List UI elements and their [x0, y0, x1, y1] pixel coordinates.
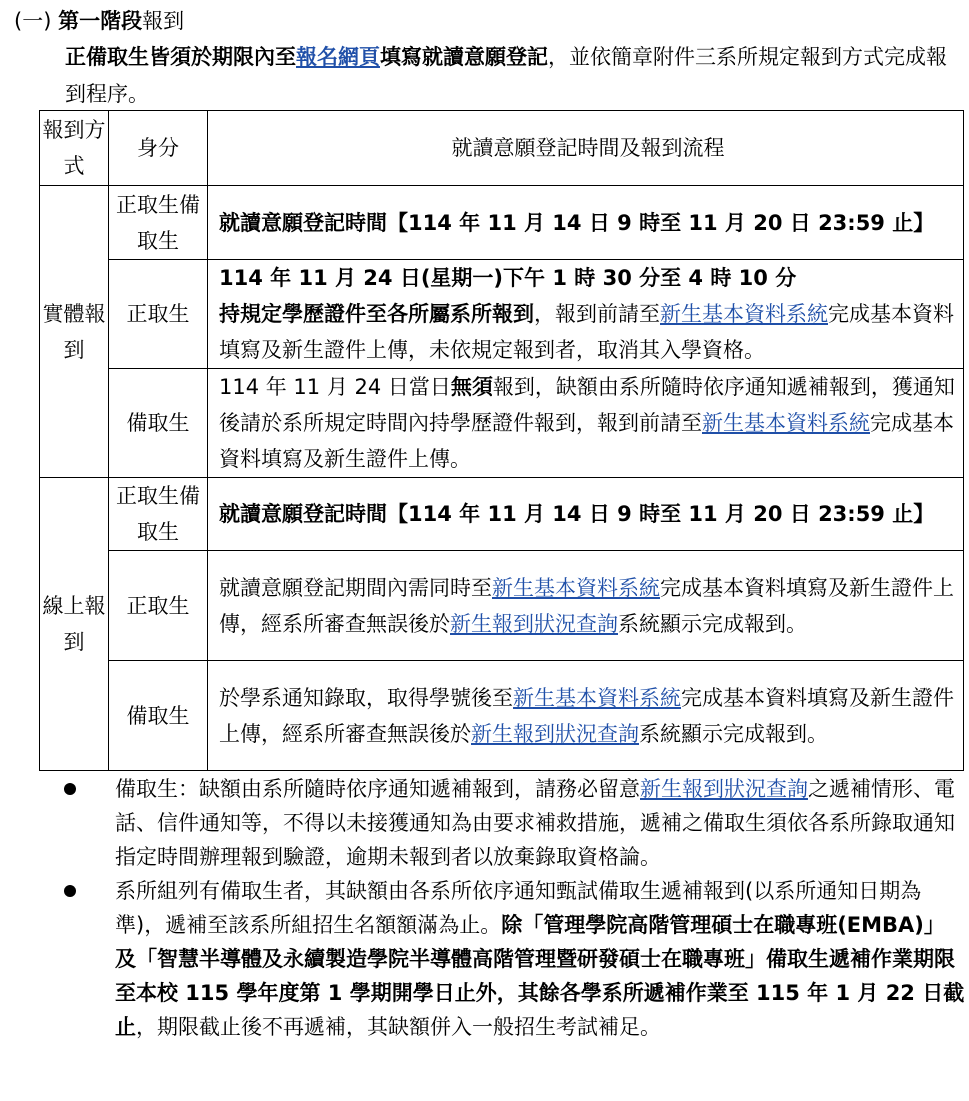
heading-rest: 報到 [142, 9, 185, 33]
student-data-system-link[interactable]: 新生基本資料系統 [702, 411, 870, 435]
bullet-icon [64, 783, 76, 795]
header-process: 就讀意願登記時間及報到流程 [208, 111, 964, 186]
process-cell: 114 年 11 月 24 日當日無須報到，缺額由系所隨時依序通知遞補報到，獲通知後請於系所規定時間內持學歷證件報到，報到前請至新生基本資料系統完成基本資料填寫及新生證件上傳。 [208, 369, 964, 478]
registration-page-link[interactable]: 報名網頁 [296, 45, 380, 69]
bullet-icon [64, 885, 76, 897]
notes-list [60, 772, 965, 1044]
registration-status-link[interactable]: 新生報到狀況查詢 [450, 611, 618, 636]
student-data-system-link[interactable]: 新生基本資料系統 [660, 302, 828, 326]
table-row [40, 260, 964, 369]
process-cell: 就讀意願登記時間【114 年 11 月 14 日 9 時至 11 月 20 日 23:59 止】 [208, 186, 964, 260]
registration-status-link[interactable]: 新生報到狀況查詢 [640, 777, 808, 801]
method-online: 線上報到 [40, 478, 109, 771]
identity-cell: 備取生 [109, 369, 208, 478]
heading-bold: 第一階段 [58, 9, 143, 33]
registration-table [39, 110, 964, 771]
identity-cell: 正取生備取生 [109, 478, 208, 551]
header-method: 報到方式 [40, 111, 109, 186]
intro-rest: ，並依簡章附件三系所規定報到方式完成報到程序。 [65, 45, 947, 106]
intro-bold-2: 填寫就讀意願登記 [380, 45, 548, 69]
process-cell: 114 年 11 月 24 日(星期一)下午 1 時 30 分至 4 時 10 分 持規定學歷證件至各所屬系所報到，報到前請至新生基本資料系統完成基本資料填寫及新生證件上傳，未依規定報到者，取消其入學資格。 [208, 260, 964, 369]
table-row [40, 661, 964, 771]
table-row [40, 369, 964, 478]
registration-status-link[interactable]: 新生報到狀況查詢 [471, 721, 639, 746]
heading-prefix: (一) [14, 9, 52, 33]
table-row [40, 478, 964, 551]
identity-cell: 正取生備取生 [109, 186, 208, 260]
list-item: 系所組列有備取生者，其缺額由各系所依序通知甄試備取生遞補報到(以系所通知日期為準)，遞補至該系所組招生名額額滿為止。除「管理學院高階管理碩士在職專班(EMBA)」及「智慧半導體及永續製造學院半導體高階管理暨研發碩士在職專班」備取生遞補作業期限至本校 115 學年度第 1 學期開學日止外，其餘各學系所遞補作業至 115 年 1 月 22 日截止，期限截止後不再遞補，其缺額併入一般招生考試補足。 [60, 874, 965, 1044]
student-data-system-link[interactable]: 新生基本資料系統 [513, 685, 681, 710]
table-row [40, 186, 964, 260]
table-row [40, 551, 964, 661]
process-cell: 於學系通知錄取，取得學號後至新生基本資料系統完成基本資料填寫及新生證件上傳，經系所審查無誤後於新生報到狀況查詢系統顯示完成報到。 [208, 661, 964, 771]
section-heading [14, 4, 184, 38]
intro-paragraph [65, 39, 960, 113]
table-header-row [40, 111, 964, 186]
intro-bold-1: 正備取生皆須於期限內至 [65, 45, 296, 69]
identity-cell: 正取生 [109, 551, 208, 661]
process-cell: 就讀意願登記時間【114 年 11 月 14 日 9 時至 11 月 20 日 23:59 止】 [208, 478, 964, 551]
identity-cell: 備取生 [109, 661, 208, 771]
process-cell: 就讀意願登記期間內需同時至新生基本資料系統完成基本資料填寫及新生證件上傳，經系所審查無誤後於新生報到狀況查詢系統顯示完成報到。 [208, 551, 964, 661]
list-item: 備取生：缺額由系所隨時依序通知遞補報到，請務必留意新生報到狀況查詢之遞補情形、電話、信件通知等，不得以未接獲通知為由要求補救措施，遞補之備取生須依各系所錄取通知指定時間辦理報到驗證，逾期未報到者以放棄錄取資格論。 [60, 772, 965, 874]
method-physical: 實體報到 [40, 186, 109, 478]
header-identity: 身分 [109, 111, 208, 186]
student-data-system-link[interactable]: 新生基本資料系統 [492, 575, 660, 600]
identity-cell: 正取生 [109, 260, 208, 369]
